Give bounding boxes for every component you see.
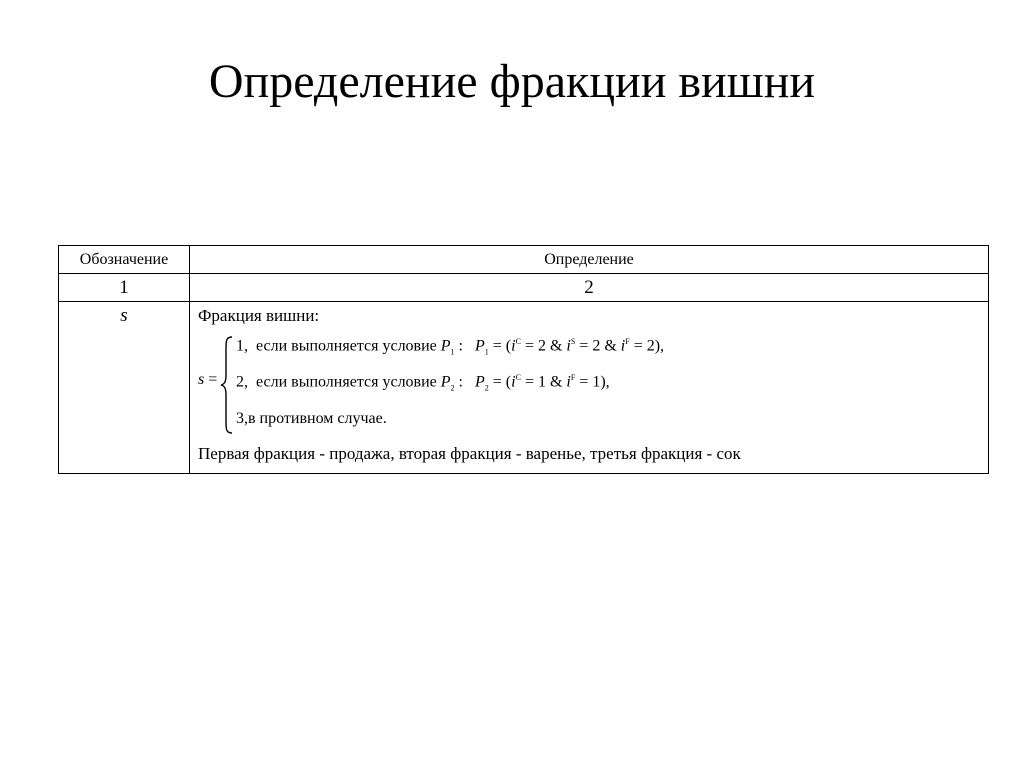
formula-case-2 [236,373,610,393]
formula-term: C [515,373,521,382]
formula-term: = ( [492,373,512,391]
formula-term: S [570,337,576,346]
definition-cell [190,302,989,474]
formula-term: P [475,337,485,355]
formula-case-3 [236,410,387,428]
definition-label: Фракция вишни: [198,306,320,325]
formula-term: = 2 & [524,337,563,355]
formula-term: в противном случае. [248,410,387,427]
formula-term: : [458,373,463,391]
formula-term: = ( [492,337,512,355]
piecewise-formula [198,333,980,433]
header-designation: Обозначение [59,246,190,274]
formula-term: i [566,373,571,391]
formula-term: 1 [450,347,455,357]
formula-term: 2 [484,383,489,393]
formula-term: P [440,373,451,391]
formula-term: P [475,373,485,391]
symbol-cell: s [59,302,190,474]
formula-term: 3, [236,410,248,427]
definition-table [58,245,989,474]
curly-brace-icon [220,335,234,435]
formula-term: i [511,337,516,355]
formula-term: P [440,337,451,355]
formula-case-1 [236,337,664,357]
formula-term: = 1), [579,373,610,391]
formula-term: i [620,337,626,355]
formula-term: 1, [236,337,248,355]
formula-term: F [625,337,630,346]
slide-title: Определение фракции вишни [208,55,816,108]
formula-lhs [198,371,217,389]
table-header-row [59,246,989,274]
formula-term: если выполняется условие [256,373,437,391]
formula-term: F [570,373,576,382]
formula-term: = 2), [633,337,665,355]
formula-term: : [458,337,463,355]
formula-term: если выполняется условие [256,337,437,355]
formula-term: i [511,373,516,391]
formula-term: = 1 & [524,373,563,391]
column-number-1: 1 [59,274,190,302]
formula-lhs-eq: = [204,371,218,388]
formula-term: i [566,337,571,355]
formula-term: = 2 & [579,337,617,355]
formula-term: C [515,337,521,346]
column-number-row [59,274,989,302]
formula-lhs-var: s [198,371,205,388]
column-number-2: 2 [190,274,989,302]
formula-term: 1 [484,347,489,357]
table-row [59,302,989,474]
formula-term: 2, [236,373,248,391]
definition-note: Первая фракция - продажа, вторая фракция - варенье, третья фракция - сок [198,444,741,463]
header-definition: Определение [190,246,989,274]
formula-term: 2 [450,383,455,393]
